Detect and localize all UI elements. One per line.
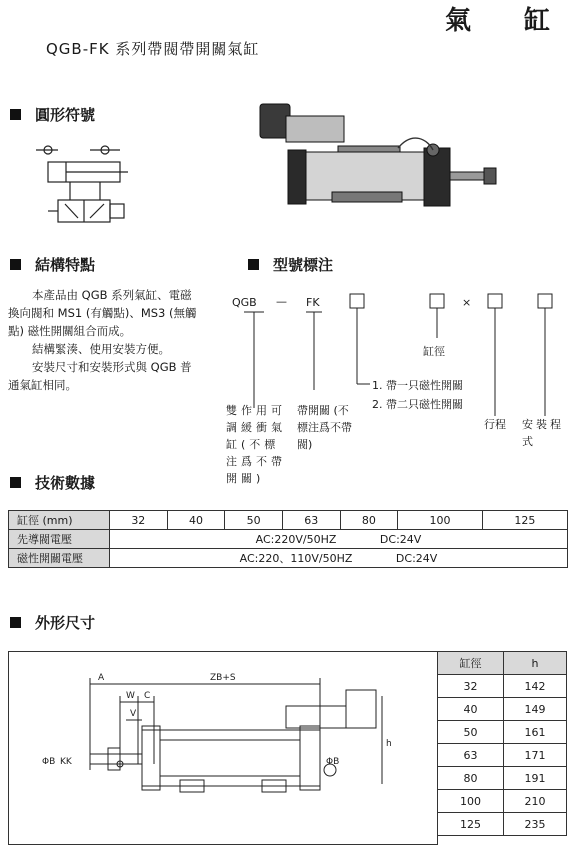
- dims-cell: 171: [503, 744, 566, 767]
- dims-cell: 80: [438, 767, 504, 790]
- cylinder-product-illustration: [248, 100, 504, 230]
- rod-nut: [484, 168, 496, 184]
- section-symbol: [10, 104, 95, 125]
- table-row: [438, 698, 567, 721]
- table-row: [438, 744, 567, 767]
- table-row: [9, 511, 568, 530]
- drawing-rear-cap: [300, 726, 320, 790]
- tie-rod: [338, 146, 400, 152]
- bullet-square-icon: [10, 109, 21, 120]
- section-dimensions-title: 外形尺寸: [35, 614, 96, 632]
- dims-cell: 210: [503, 790, 566, 813]
- drawing-rod: [90, 754, 142, 764]
- section-dimensions: [10, 612, 95, 633]
- dims-cell: 161: [503, 721, 566, 744]
- switch-voltage-label: 磁性開關電壓: [9, 549, 110, 568]
- cushion-note: 雙作用可調緩衝氣缸(不標注爲不帶開關): [226, 404, 286, 485]
- table-row: [438, 790, 567, 813]
- dims-cell: 63: [438, 744, 504, 767]
- bore-cell: 32: [110, 511, 168, 530]
- pilot-voltage-dc: DC:24V: [379, 532, 422, 546]
- solenoid-symbol: [110, 204, 124, 218]
- cylinder-front-cap: [424, 148, 450, 206]
- fk-note: 帶開關 (不標注爲不帶閥): [297, 404, 352, 451]
- pneumatic-symbol-diagram: [30, 140, 140, 232]
- bore-cell: 50: [225, 511, 283, 530]
- stroke-label: 行程: [484, 418, 506, 431]
- dims-cell: 50: [438, 721, 504, 744]
- magnetic-switch: [332, 192, 402, 202]
- label-phib: ΦB: [42, 757, 56, 767]
- pilot-voltage-values: [110, 530, 568, 549]
- model-fk: FK: [306, 296, 320, 309]
- bore-header-cell: 缸徑 (mm): [9, 511, 110, 530]
- drawing-solenoid: [346, 690, 376, 728]
- model-times: ×: [462, 296, 472, 309]
- label-c: C: [144, 691, 151, 701]
- section-tech: [10, 472, 95, 493]
- label-h: h: [386, 739, 392, 749]
- dimension-table: [437, 651, 567, 836]
- dimension-drawing: [30, 660, 430, 840]
- features-paragraph-1: 本產品由 QGB 系列氣缸、電磁換向閥和 MS1 (有觸點)、MS3 (無觸點) 磁性開關組合而成。: [8, 288, 197, 338]
- bullet-square-icon: [248, 259, 259, 270]
- features-text: [8, 286, 198, 394]
- table-row: [9, 549, 568, 568]
- section-features: [10, 254, 95, 275]
- mount-box: [538, 294, 552, 308]
- model-prefix: QGB: [232, 296, 257, 309]
- table-row: [438, 813, 567, 836]
- dims-cell: 40: [438, 698, 504, 721]
- bore-cell: 80: [340, 511, 398, 530]
- bullet-square-icon: [10, 477, 21, 488]
- section-symbol-title: 圓形符號: [35, 106, 96, 124]
- bore-cell: 100: [398, 511, 483, 530]
- section-model: [248, 254, 333, 275]
- series-title: QGB-FK 系列帶閥帶開關氣缸: [46, 40, 260, 58]
- mount-label: 安裝程式: [522, 418, 564, 448]
- dims-cell: 149: [503, 698, 566, 721]
- dims-cell: 100: [438, 790, 504, 813]
- bore-cell: 40: [167, 511, 225, 530]
- model-dash: —: [276, 295, 287, 308]
- features-paragraph-3: 安裝尺寸和安裝形式與 QGB 普通氣缸相同。: [8, 360, 192, 392]
- dims-cell: 142: [503, 675, 566, 698]
- dims-cell: 235: [503, 813, 566, 836]
- label-phib-2: ΦB: [326, 757, 340, 767]
- table-row: [438, 721, 567, 744]
- dims-header-h: h: [503, 652, 566, 675]
- label-w: W: [126, 691, 135, 701]
- table-row: [438, 652, 567, 675]
- label-zbs: ZB+S: [210, 673, 236, 683]
- features-paragraph-2: 結構緊湊、使用安裝方便。: [32, 342, 170, 356]
- label-kk: KK: [60, 757, 72, 767]
- section-model-title: 型號標注: [273, 256, 334, 274]
- dims-cell: 191: [503, 767, 566, 790]
- section-tech-title: 技術數據: [35, 474, 96, 492]
- cylinder-rear-cap: [288, 150, 306, 204]
- bullet-square-icon: [10, 259, 21, 270]
- switch-box: [350, 294, 364, 308]
- stroke-box: [488, 294, 502, 308]
- pilot-voltage-ac: AC:220V/50HZ: [255, 532, 337, 546]
- switch-voltage-dc: DC:24V: [395, 552, 438, 565]
- bore-cell: 63: [282, 511, 340, 530]
- table-row: [438, 767, 567, 790]
- table-row: [438, 675, 567, 698]
- dims-cell: 32: [438, 675, 504, 698]
- switch-option-1: 1. 帶一只磁性開關: [372, 379, 463, 392]
- drawing-valve: [286, 706, 346, 728]
- pilot-voltage-label: 先導閥電壓: [9, 530, 110, 549]
- dims-cell: 125: [438, 813, 504, 836]
- switch-voltage-values: [110, 549, 568, 568]
- tech-data-table: [8, 510, 568, 568]
- label-a: A: [98, 673, 105, 683]
- table-row: [9, 530, 568, 549]
- dims-header-bore: 缸徑: [438, 652, 504, 675]
- bullet-square-icon: [10, 617, 21, 628]
- label-v: V: [130, 709, 137, 719]
- drawing-barrel: [142, 730, 320, 786]
- section-features-title: 結構特點: [35, 256, 96, 274]
- bore-box: [430, 294, 444, 308]
- category-tag: 氣 缸: [444, 6, 572, 36]
- valve-body: [286, 116, 344, 142]
- switch-voltage-ac: AC:220、110V/50HZ: [239, 552, 353, 565]
- switch-option-2: 2. 帶二只磁性開關: [372, 398, 463, 411]
- bore-label: 缸徑: [423, 345, 445, 358]
- drawing-front-cap: [142, 726, 160, 790]
- bore-cell: 125: [482, 511, 567, 530]
